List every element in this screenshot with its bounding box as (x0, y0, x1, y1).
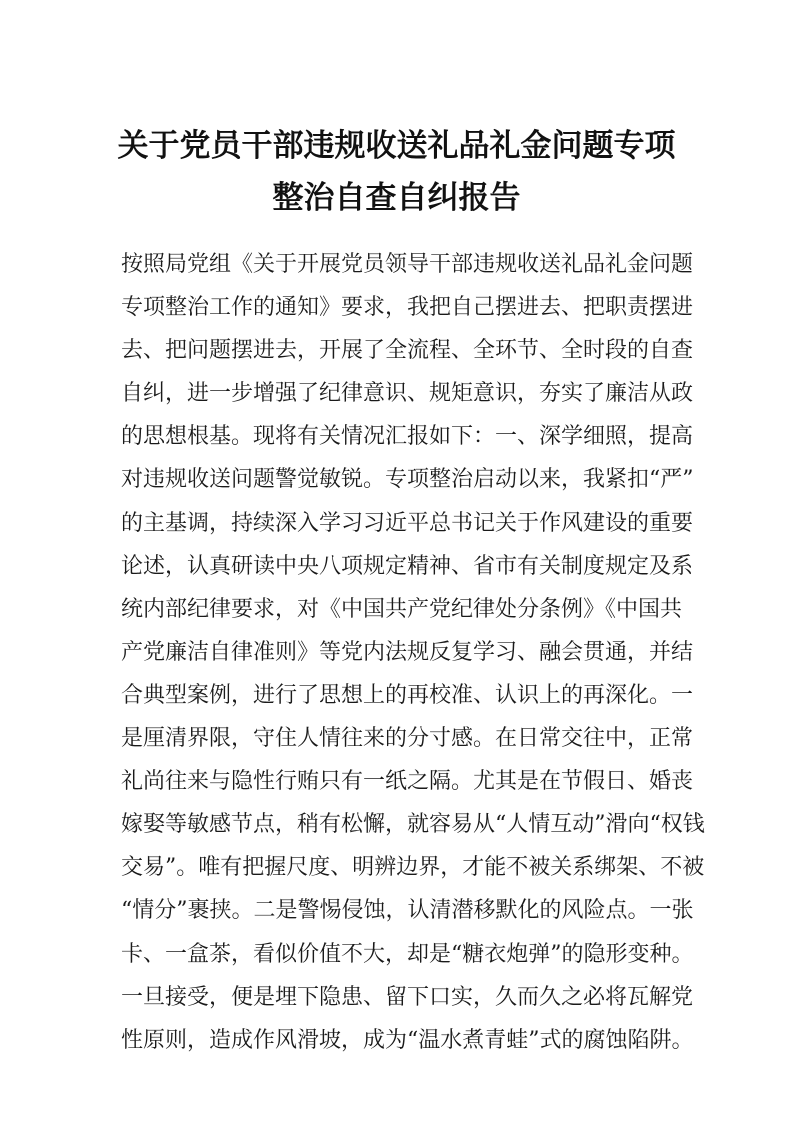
body-line: 自纠，进一步增强了纪律意识、规矩意识，夯实了廉洁从政 (121, 381, 694, 407)
body-line: 去、把问题摆进去，开展了全流程、全环节、全时段的自查 (121, 338, 694, 364)
body-line: 嫁娶等敏感节点，稍有松懈，就容易从“人情互动”滑向“权钱 (121, 812, 705, 838)
body-line: 的思想根基。现将有关情况汇报如下：一、深学细照，提高 (121, 424, 694, 450)
body-line: 合典型案例，进行了思想上的再校准、认识上的再深化。一 (121, 682, 694, 708)
title-line: 整治自查自纠报告 (272, 180, 521, 216)
body-line: 按照局党组《关于开展党员领导干部违规收送礼品礼金问题 (121, 252, 694, 277)
body-line: 是厘清界限，守住人情往来的分寸感。在日常交往中，正常 (121, 726, 694, 752)
body-line: 论述，认真研读中央八项规定精神、省市有关制度规定及系 (121, 553, 694, 579)
body-line: 对违规收送问题警觉敏锐。专项整治启动以来，我紧扣“严” (121, 467, 694, 493)
body-line: 交易”。唯有把握尺度、明辨边界，才能不被关系绑架、不被 (121, 855, 705, 881)
body-line: 的主基调，持续深入学习习近平总书记关于作风建设的重要 (121, 510, 694, 536)
document-title (0, 120, 793, 224)
body-line: 专项整治工作的通知》要求，我把自己摆进去、把职责摆进 (121, 295, 694, 321)
body-line: 一旦接受，便是埋下隐患、留下口实，久而久之必将瓦解党 (121, 984, 694, 1010)
body-line: 卡、一盒茶，看似价值不大，却是“糖衣炮弹”的隐形变种。 (121, 941, 694, 967)
body-line: 性原则，造成作风滑坡，成为“温水煮青蛙”式的腐蚀陷阱。 (121, 1027, 694, 1053)
body-line: 礼尚往来与隐性行贿只有一纸之隔。尤其是在节假日、婚丧 (121, 769, 694, 795)
title-line: 关于党员干部违规收送礼品礼金问题专项 (117, 128, 676, 164)
body-line: 统内部纪律要求，对《中国共产党纪律处分条例》《中国共 (121, 596, 683, 622)
body-line: 产党廉洁自律准则》等党内法规反复学习、融会贯通，并结 (121, 639, 694, 665)
document-body (121, 243, 705, 1062)
body-line: “情分”裹挟。二是警惕侵蚀，认清潜移默化的风险点。一张 (121, 898, 694, 924)
